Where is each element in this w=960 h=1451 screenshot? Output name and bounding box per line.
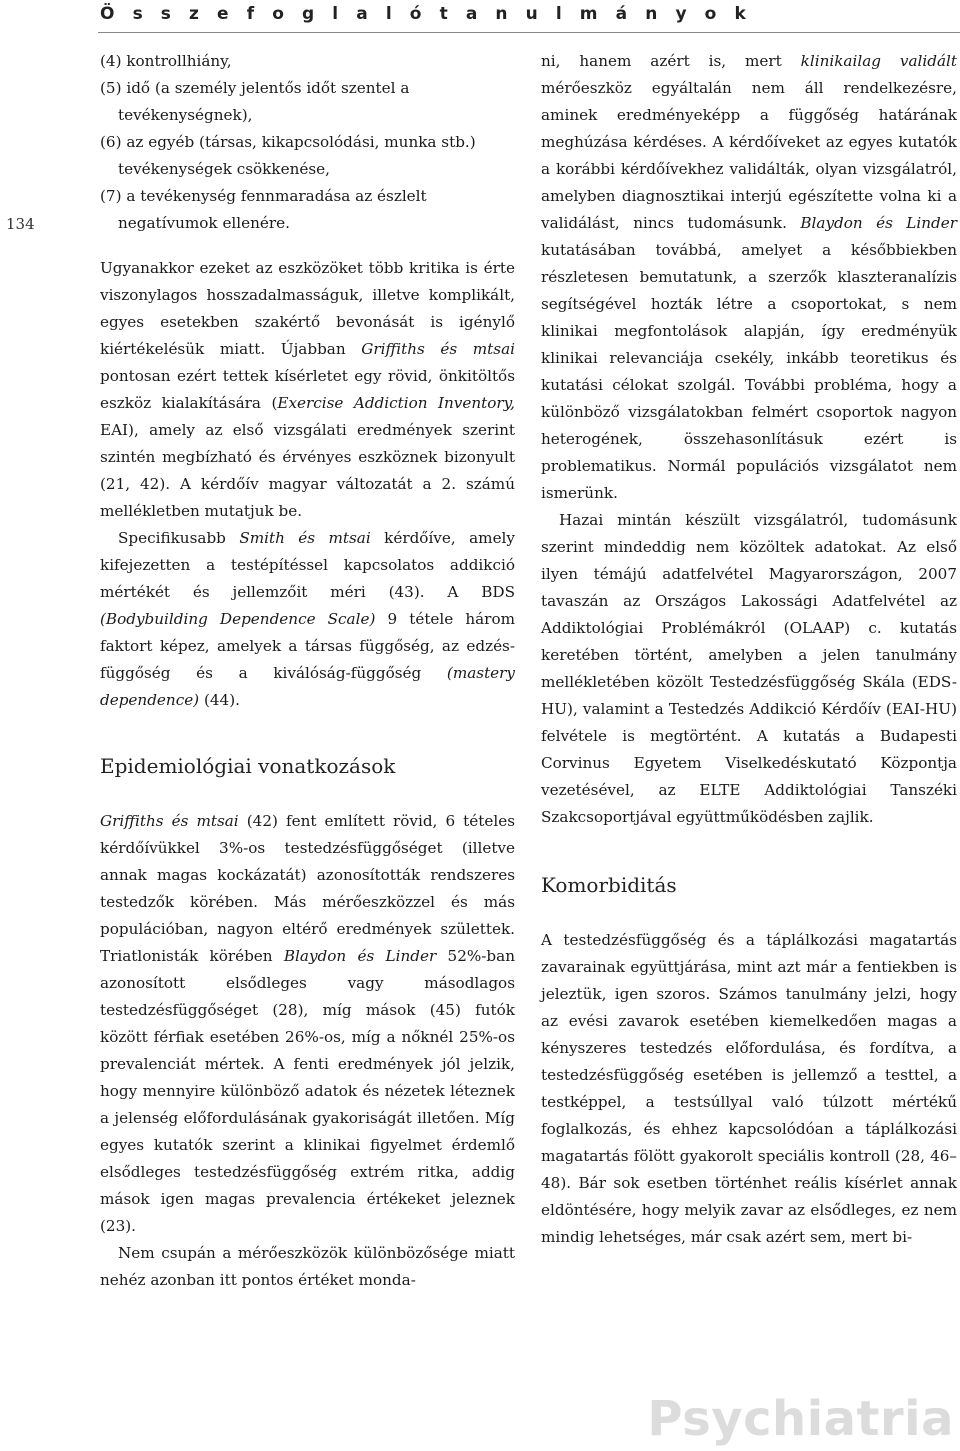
journal-watermark: Psychiatria: [647, 1391, 954, 1447]
list-item: (7) a tevékenység fennmaradása az észlelt negatívumok ellenére.: [100, 187, 427, 232]
list-item: (6) az egyéb (társas, kikapcsolódási, munka stb.) tevékenységek csökkenése,: [100, 133, 476, 178]
text-run: EAI), amely az első vizsgálati eredmények szerint szintén megbízható és érvényes eszköznek bizonyult (21, 42). A kérdőív magyar változatát a 2. számú mellékletben mutatjuk be.: [100, 421, 515, 520]
text-run: (44).: [199, 691, 240, 709]
list-item: (5) idő (a személy jelentős időt szentel a tevékenységnek),: [100, 79, 410, 124]
paragraph: [100, 808, 515, 1240]
paragraph: A testedzésfüggőség és a táplálkozási magatartás zavarainak együttjárása, mint azt már a fentiekben is jeleztük, igen szoros. Számos tanulmány jelzi, hogy az evési zavarok esetében kiemelkedően magas a kényszeres testedzés előfordulása, és fordítva, a testedzésfüggőség esetében is jellemző a testtel, a testképpel, a testsúllyal való túlzott mértékű foglalkozás, és ehhez kapcsolódóan a táplálkozási magatartás fölött gyakorolt speciális kontroll (28, 46–48). Bár sok esetben történhet reális kísérlet annak eldöntésére, hogy melyik zavar az elsődleges, ez nem mindig lehetséges, már csak azért sem, mert bi-: [541, 931, 957, 1246]
text-run: kérdőíve, amely kifejezetten a testépítéssel kapcsolatos addikció mértékét és jellemzőit méri (43). A BDS: [100, 529, 515, 601]
text-run: Specifikusabb: [118, 529, 240, 547]
criteria-list: [100, 48, 515, 237]
text-run: 52%-ban azonosított elsődleges vagy másodlagos testedzésfüggőséget (28), míg mások (45) futók között férfiak esetében 26%-os, míg a nőknél 25%-os prevalenciát mértek. A fenti eredmények jól jelzik, hogy mennyire különböző adatok és nézetek léteznek a jelenség előfordulásának gyakoriságát illetően. Míg egyes kutatók szerint a klinikai figyelmet érdemlő elsődleges testedzésfüggőség extrém ritka, addig mások igen magas prevalencia értékeket jeleznek (23).: [100, 947, 515, 1235]
author-citation: Griffiths és mtsai: [361, 340, 515, 358]
left-column: [100, 48, 515, 1294]
author-citation: Blaydon és Linder: [283, 947, 437, 965]
text-run: (42) fent említett rövid, 6 tételes kérdőívükkel 3%-os testedzésfüggőséget (illetve annak magas kockázatát) azonosították rendszeres testedzők körében. Más mérőeszközzel és más populációban, nagyon eltérő eredmények születtek. Triatlonisták körében: [100, 812, 515, 965]
paragraph: Nem csupán a mérőeszközök különbözősége miatt nehéz azonban itt pontos értéket monda-: [100, 1244, 515, 1289]
paragraph: [100, 255, 515, 525]
instrument-name: (Bodybuilding Dependence Scale): [100, 610, 376, 628]
instrument-name: Exercise Addiction Inventory,: [277, 394, 516, 412]
paragraph: Hazai mintán készült vizsgálatról, tudomásunk szerint mindeddig nem közöltek adatokat. Az első ilyen témájú adatfelvétel Magyarországon, 2007 tavaszán az Országos Lakossági Adatfelvétel az Addiktológiai Problémákról (OLAAP) c. kutatás keretében történt, amelyben a jelen tanulmány mellékletében közölt Testedzésfüggőség Skála (EDS-HU), valamint a Testedzés Addikció Kérdőív (EAI-HU) felvétele is megtörtént. A kutatás a Budapesti Corvinus Egyetem Viselkedéskutató Központja vezetésével, az ELTE Addiktológiai Tanszéki Szakcsoportjával együttműködésben zajlik.: [541, 511, 957, 826]
text-run: Ugyanakkor ezeket az eszközöket több kritika is érte viszonylagos hosszadalmasságuk, illetve komplikált, egyes esetekben szakértő bevonását is igénylő kiértékelésük miatt. Újabban: [100, 259, 515, 358]
text-run: mérőeszköz egyáltalán nem áll rendelkezésre, aminek eredményeképp a függőség határának meghúzása kérdéses. A kérdőíveket az egyes kutatók a korábbi kérdőívekhez validálták, olyan vizsgálatról, amelyben diagnosztikai interjú egészítette volna ki a validálást, nincs tudomásunk.: [541, 79, 957, 232]
right-column: [541, 48, 957, 1251]
text-run: ni, hanem azért is, mert: [541, 52, 801, 70]
term: (mastery dependence): [100, 664, 515, 709]
author-citation: Smith és mtsai: [239, 529, 371, 547]
text-run: pontosan ezért tettek kísérletet egy rövid, önkitöltős eszköz kialakítására (: [100, 367, 515, 412]
author-citation: Griffiths és mtsai: [100, 812, 239, 830]
header-rule: [98, 32, 960, 33]
section-heading-comorbidity: Komorbiditás: [541, 873, 677, 897]
section-heading-epidemiology: Epidemiológiai vonatkozások: [100, 754, 396, 778]
text-run: kutatásában továbbá, amelyet a későbbiekben részletesen bemutatunk, a szerzők klaszteranalízis segítségével hozták létre a csoportokat, s nem klinikai megfontolások alapján, így eredményük klinikai relevanciája csekély, inkább teoretikus és kutatási célokat szolgál. További probléma, hogy a különböző vizsgálatokban felmért csoportok nagyon heterogének, összehasonlításuk ezért is problematikus. Normál populációs vizsgálatot nem ismerünk.: [541, 241, 957, 502]
paragraph: [541, 48, 957, 507]
list-item: (4) kontrollhiány,: [100, 52, 232, 70]
page-number: 134: [6, 215, 35, 233]
text-run: 9 tétele három faktort képez, amelyek a társas függőség, az edzés-függőség és a kiválóság-függőség: [100, 610, 515, 682]
paragraph: [100, 525, 515, 714]
author-citation: Blaydon és Linder: [800, 214, 958, 232]
emphasis: klinikailag validált: [800, 52, 957, 70]
running-head: Ö s s z e f o g l a l ó t a n u l m á n y o k: [100, 4, 752, 24]
